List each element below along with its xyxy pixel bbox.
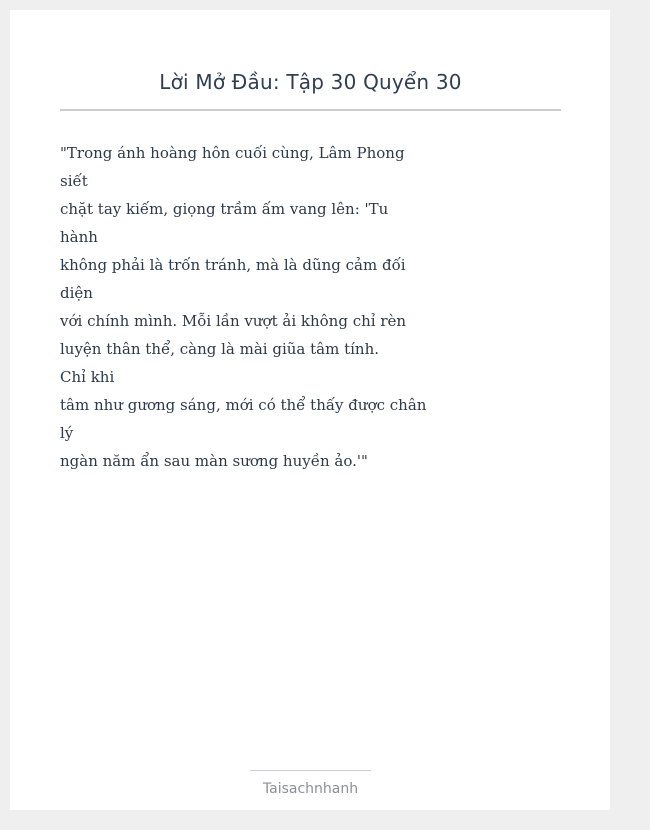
title-divider [60,109,561,111]
body-line: lý [60,424,74,442]
body-text [60,139,427,475]
footer-divider [250,770,371,771]
body-line: chặt tay kiếm, giọng trầm ấm vang lên: 'Tu [60,200,389,218]
body-line: không phải là trốn tránh, mà là dũng cảm đối [60,256,406,274]
body-line: ngàn năm ẩn sau màn sương huyền ảo.'" [60,452,368,470]
page-title: Lời Mở Đầu: Tập 30 Quyển 30 [159,70,462,94]
footer-site-name: Taisachnhanh [262,781,359,797]
body-line: luyện thân thể, càng là mài giũa tâm tính. [60,340,380,358]
body-line: tâm như gương sáng, mới có thể thấy được chân [60,396,427,414]
body-line: "Trong ánh hoàng hôn cuối cùng, Lâm Phong [60,144,405,162]
body-line: siết [60,172,88,190]
body-line: với chính mình. Mỗi lần vượt ải không chỉ rèn [60,312,407,330]
document-page [10,10,610,810]
body-line: Chỉ khi [60,368,115,386]
body-line: diện [60,284,93,302]
body-line: hành [60,228,98,246]
